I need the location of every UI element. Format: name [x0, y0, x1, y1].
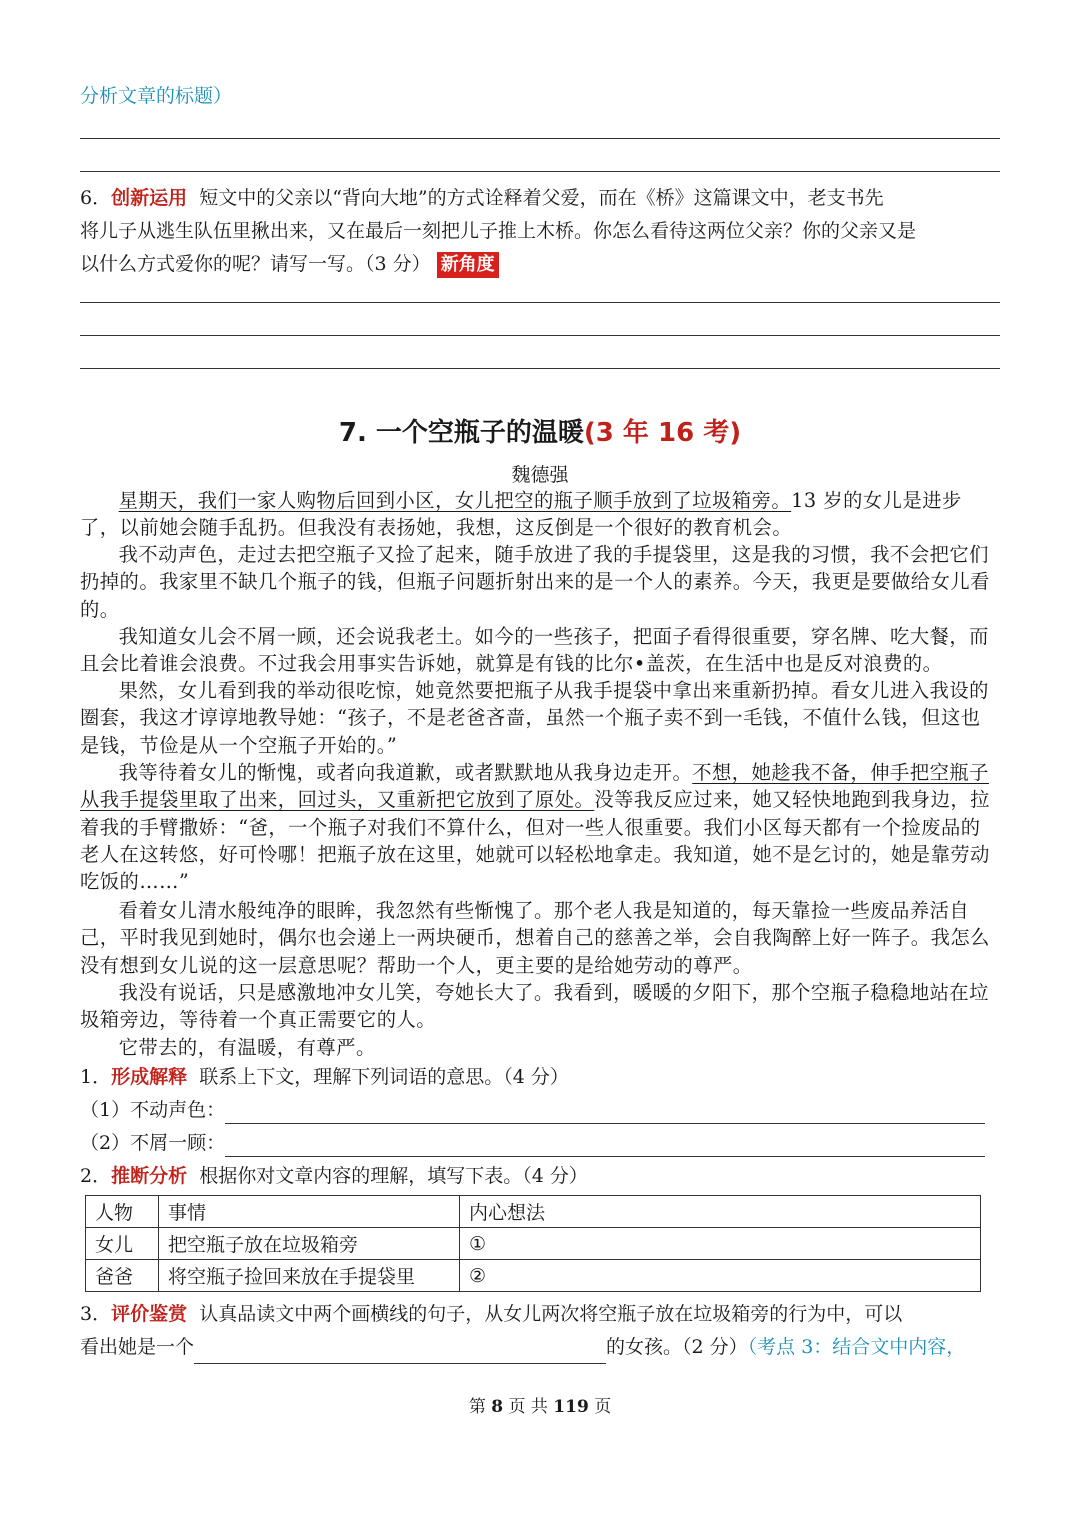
question-1: [80, 1064, 1000, 1091]
paragraph-text: 13 岁的女儿是进步了，以前她会随手乱扔。但我没有表扬她，我想，这反倒是一个很好的教育机会。: [80, 489, 962, 540]
article-title-main: 7. 一个空瓶子的温暖: [338, 418, 584, 448]
question-3-line-1: [80, 1298, 1000, 1331]
current-page-number: 8: [491, 1397, 504, 1417]
answer-line[interactable]: [80, 138, 1000, 139]
footer-prefix: 第: [468, 1397, 486, 1417]
table-answer-cell[interactable]: ②: [460, 1260, 981, 1292]
article-paragraph: 我不动声色，走过去把空瓶子又捡了起来，随手放进了我的手提袋里，这是我的习惯，我不会把它们扔掉的。我家里不缺几个瓶子的钱，但瓶子问题折射出来的是一个人的素养。今天，我更是要做给女儿看的。: [80, 543, 990, 621]
question-1-item-2: [80, 1130, 1000, 1157]
question-number: 3．: [80, 1303, 112, 1325]
question-2: [80, 1163, 1000, 1190]
exam-point-note: （考点 3：结合文中内容，: [747, 1336, 966, 1358]
article-paragraph: 看着女儿清水般纯净的眼眸，我忽然有些惭愧了。那个老人我是知道的，每天靠捡一些废品养活自己，平时我见到她时，偶尔也会递上一两块硬币，想着自己的慈善之举，会自我陶醉上好一阵子。我怎么没有想到女儿说的这一层意思呢？帮助一个人，更主要的是给她劳动的尊严。: [80, 899, 990, 977]
answer-line[interactable]: [80, 171, 1000, 172]
table-cell: 将空瓶子捡回来放在手提袋里: [159, 1260, 460, 1292]
page-footer: [0, 1392, 1080, 1417]
underlined-sentence: 不想，她趁我不备，伸手把空瓶子从我手提袋里取了出来，回过头，又重新把它放到了原处。: [80, 761, 989, 812]
question-6-line-1: [80, 182, 1000, 215]
question-3-line-2: [80, 1331, 1000, 1364]
article-author: 魏德强: [511, 464, 569, 486]
table-cell: 爸爸: [86, 1260, 159, 1292]
question-text: 以什么方式爱你的呢？请写一写。（3 分）: [80, 253, 431, 275]
footer-suffix: 页: [594, 1397, 612, 1417]
item-label: （1）不动声色：: [80, 1099, 226, 1121]
underlined-sentence: 星期天，我们一家人购物后回到小区，女儿把空的瓶子顺手放到了垃圾箱旁。: [118, 489, 792, 512]
question-6-line-3: [80, 248, 1000, 281]
article-paragraph: [80, 759, 1000, 895]
question-number: 1．: [80, 1066, 112, 1088]
total-page-number: 119: [553, 1397, 589, 1417]
article-paragraph: 我没有说话，只是感激地冲女儿笑，夸她长大了。我看到，暖暖的夕阳下，那个空瓶子稳稳地站在垃圾箱旁边，等待着一个真正需要它的人。: [80, 981, 989, 1032]
question-number: 2．: [80, 1165, 112, 1187]
answer-line[interactable]: [80, 335, 1000, 336]
answer-blank[interactable]: [225, 1134, 985, 1157]
table-header: 人物: [86, 1196, 159, 1228]
question-category-label: 形成解释: [111, 1066, 188, 1088]
paragraph-text: 我等待着女儿的惭愧，或者向我道歉，或者默默地从我身边走开。: [118, 761, 693, 784]
question-text: 根据你对文章内容的理解，填写下表。（4 分）: [199, 1165, 588, 1187]
table-answer-cell[interactable]: ①: [460, 1228, 981, 1260]
question-6-line-2: 将儿子从逃生队伍里揪出来，又在最后一刻把儿子推上木桥。你怎么看待这两位父亲？你的父亲又是: [80, 220, 917, 242]
article-paragraph: 果然，女儿看到我的举动很吃惊，她竟然要把瓶子从我手提袋中拿出来重新扔掉。看女儿进入我设的圈套，我这才谆谆地教导她：“孩子，不是老爸吝啬，虽然一个瓶子卖不到一毛钱，不值什么钱，但这也是钱，节俭是从一个空瓶子开始的。”: [80, 679, 989, 757]
question-1-item-1: [80, 1097, 1000, 1124]
table-cell: 女儿: [86, 1228, 159, 1260]
article-paragraph: [80, 487, 1000, 542]
question-text: 看出她是一个: [80, 1336, 195, 1358]
article-paragraph: 我知道女儿会不屑一顾，还会说我老土。如今的一些孩子，把面子看得很重要，穿名牌、吃大餐，而且会比着谁会浪费。不过我会用事实告诉她，就算是有钱的比尔•盖茨，在生活中也是反对浪费的。: [80, 625, 989, 676]
new-angle-tag: 新角度: [437, 252, 499, 278]
footer-mid: 页 共: [508, 1397, 548, 1417]
table-row: [86, 1260, 981, 1292]
paragraph-text: 没等我反应过来，她又轻快地跑到我身边，拉着我的手臂撒娇：“爸，一个瓶子对我们不算什么，但对一些人很重要。我们小区每天都有一个捡废品的老人在这转悠，好可怜哪！把瓶子放在这里，她就可以轻松地拿走。我知道，她不是乞讨的，她是靠劳动吃饭的……”: [80, 788, 990, 894]
table-cell: 把空瓶子放在垃圾箱旁: [159, 1228, 460, 1260]
question-3: [80, 1298, 1000, 1364]
question-text: 的女孩。（2 分）: [606, 1336, 748, 1358]
question-category-label: 评价鉴赏: [111, 1303, 188, 1325]
table-row: [86, 1228, 981, 1260]
question-6: [80, 182, 1000, 281]
question-category-label: 创新运用: [111, 187, 188, 209]
article-paragraph: 它带去的，有温暖，有尊严。: [118, 1036, 376, 1059]
question-category-label: 推断分析: [111, 1165, 188, 1187]
answer-blank[interactable]: [225, 1101, 985, 1124]
item-label: （2）不屑一顾：: [80, 1132, 226, 1154]
table-header: 内心想法: [460, 1196, 981, 1228]
answer-line[interactable]: [80, 302, 1000, 303]
question-number: 6．: [80, 187, 112, 209]
article-title: [0, 412, 1080, 449]
answer-blank[interactable]: [194, 1341, 606, 1364]
table-header: 事情: [159, 1196, 460, 1228]
question-text: 联系上下文，理解下列词语的意思。（4 分）: [199, 1066, 569, 1088]
answer-line[interactable]: [80, 368, 1000, 369]
answer-hint-note: 分析文章的标题）: [80, 85, 233, 107]
exam-frequency-label: (3 年 16 考): [583, 418, 742, 448]
table-header-row: [86, 1196, 981, 1228]
answer-table: [85, 1195, 981, 1292]
question-text: 认真品读文中两个画横线的句子，从女儿两次将空瓶子放在垃圾箱旁的行为中，可以: [199, 1303, 903, 1325]
question-text: 短文中的父亲以“背向大地”的方式诠释着父爱，而在《桥》这篇课文中，老支书先: [199, 187, 884, 209]
